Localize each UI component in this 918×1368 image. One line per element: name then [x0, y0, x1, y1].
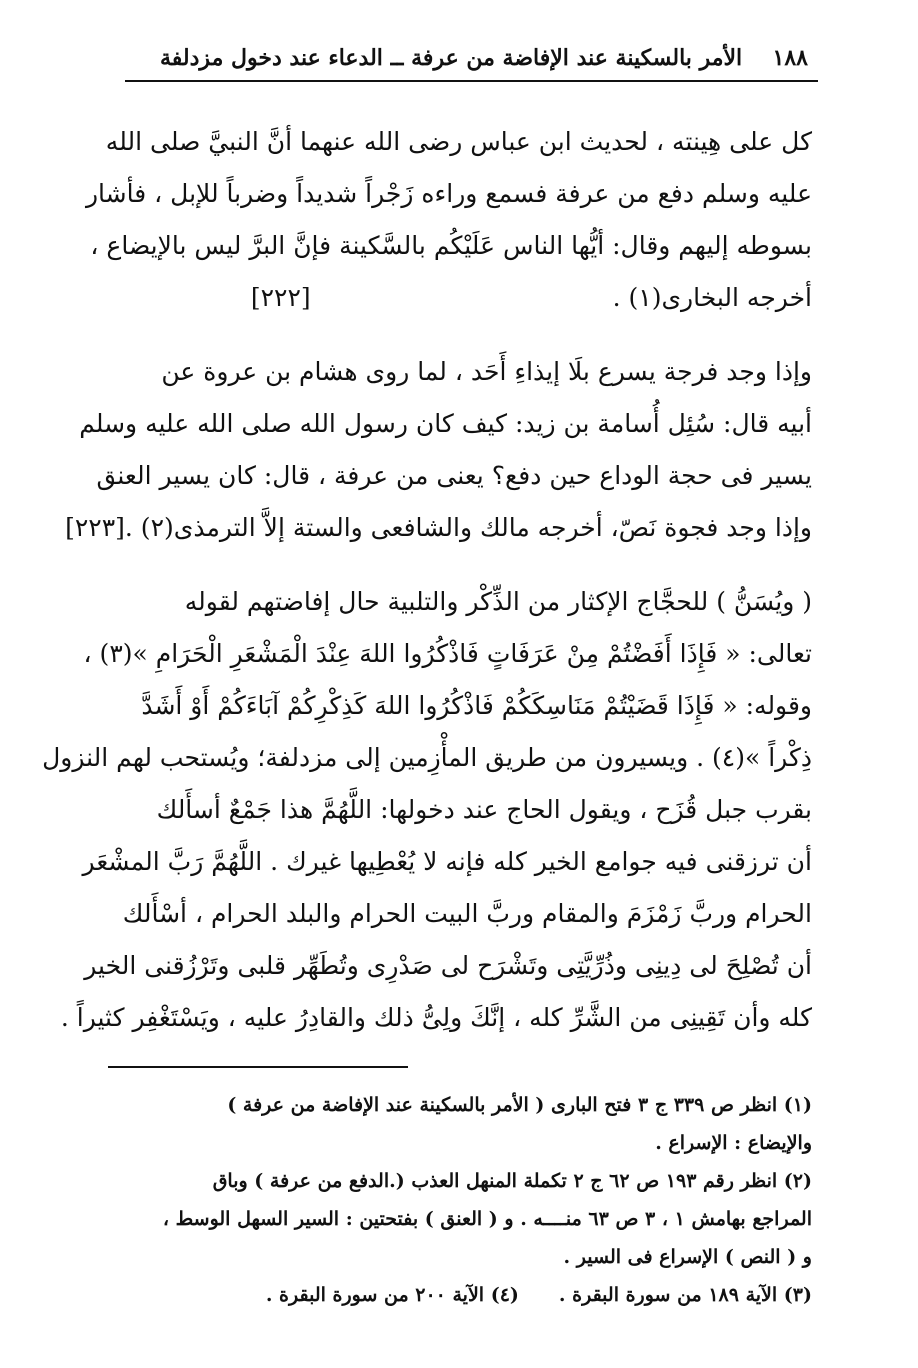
- page-header: [160, 38, 808, 78]
- footnote-line: والإيضاع : الإسراع .: [655, 1132, 812, 1154]
- running-title: الأمر بالسكينة عند الإفاضة من عرفة ــ الدعاء عند دخول مزدلفة: [160, 45, 743, 71]
- page-number: ١٨٨: [772, 45, 808, 71]
- footnote-divider: [108, 1066, 408, 1068]
- text-line: أبيه قال: سُئِل أُسامة بن زيد: كيف كان رسول الله صلى الله عليه وسلم: [79, 409, 812, 438]
- paragraph-1: [85, 116, 812, 324]
- footnote-line: (٢) انظر رقم ١٩٣ ص ٦٢ ج ٢ تكملة المنهل العذب (.الدفع من عرفة ) وباق: [212, 1170, 812, 1192]
- text-line: الحرام وربَّ زَمْزَمَ والمقام وربَّ البيت الحرام والبلد الحرام ، أسْأَلك: [122, 899, 812, 928]
- text-line: وإذا وجد فرجة يسرع بلَا إيذاءِ أَحَد ، لما روى هشام بن عروة عن: [161, 357, 812, 386]
- text-line: عليه وسلم دفع من عرفة فسمع وراءه زَجْراً شديداً وضرباً للإبل ، فأشار: [85, 179, 812, 208]
- footnote-4: (٤) الآية ٢٠٠ من سورة البقرة .: [265, 1284, 519, 1306]
- header-divider: [125, 80, 818, 82]
- text-line: أخرجه البخارى(١) . [٢٢٢]: [250, 283, 812, 312]
- text-line: يسير فى حجة الوداع حين دفع؟ يعنى من عرفة ، قال: كان يسير العنق: [96, 461, 812, 490]
- text-line: وقوله: « فَإِذَا قَضَيْتُمْ مَنَاسِكَكُمْ فَاذْكُرُوا اللهَ كَذِكْرِكُمْ آبَاءَكُمْ أَوْ أَشَدَّ: [141, 691, 812, 720]
- text-line: أن تُصْلِحَ لى دِينِى وذُرِّيَّتِى وتَشْرَح لى صَدْرِى وتُطَهِّر قلبى وتَرْزُقنى الخير: [84, 951, 812, 980]
- paragraph-2: [65, 346, 812, 554]
- text-line: أن ترزقنى فيه جوامع الخير كله فإنه لا يُعْطِيها غيرك . اللَّهُمَّ رَبَّ المشْعَر: [82, 847, 812, 876]
- text-line: ذِكْراً »(٤) . ويسيرون من طريق المأْزِمين إلى مزدلفة؛ ويُستحب لهم النزول: [42, 743, 812, 772]
- text-line: تعالى: « فَإِذَا أَفَضْتُمْ مِنْ عَرَفَاتٍ فَاذْكُرُوا اللهَ عِنْدَ الْمَشْعَرِ الْحَرَامِ »(٣) ،: [83, 639, 812, 668]
- footnotes: [108, 1086, 812, 1314]
- footnote-line: المراجع بهامش ١ ، ٣ ص ٦٣ منــــه . و ( العنق ) بفتحتين : السير السهل الوسط ،: [162, 1208, 812, 1230]
- text-line: بقرب جبل قُزَح ، ويقول الحاج عند دخولها: اللَّهُمَّ هذا جَمْعٌ أسأَلك: [156, 795, 812, 824]
- text-line: بسوطه إليهم وقال: أيُّها الناس عَلَيْكُم بالسَّكينة فإنَّ البرَّ ليس بالإيضاع ،: [90, 231, 812, 260]
- text-line: ( ويُسَنُّ ) للحجَّاج الإكثار من الذِّكْر والتلبية حال إفاضتهم لقوله: [184, 587, 812, 616]
- text-line: كل على هِينته ، لحديث ابن عباس رضى الله عنهما أنَّ النبيَّ صلى الله: [105, 127, 812, 156]
- main-text: [42, 116, 812, 1044]
- paragraph-3: [42, 576, 812, 1044]
- text-line: وإذا وجد فجوة نَصّ، أخرجه مالك والشافعى والستة إلاَّ الترمذى(٢) .[٢٢٣]: [65, 513, 812, 542]
- text-line: كله وأن تَقِينِى من الشَّرِّ كله ، إنَّكَ ولِىُّ ذلك والقادِرُ عليه ، ويَسْتَغْفِر كثيراً .: [60, 1003, 812, 1032]
- footnote-line: [108, 1276, 812, 1314]
- footnote-line: و ( النص ) الإسراع فى السير .: [563, 1246, 812, 1268]
- footnote-line: (١) انظر ص ٣٣٩ ج ٣ فتح البارى ( الأمر بالسكينة عند الإفاضة من عرفة ): [227, 1094, 812, 1116]
- footnote-3: (٣) الآية ١٨٩ من سورة البقرة .: [558, 1284, 812, 1306]
